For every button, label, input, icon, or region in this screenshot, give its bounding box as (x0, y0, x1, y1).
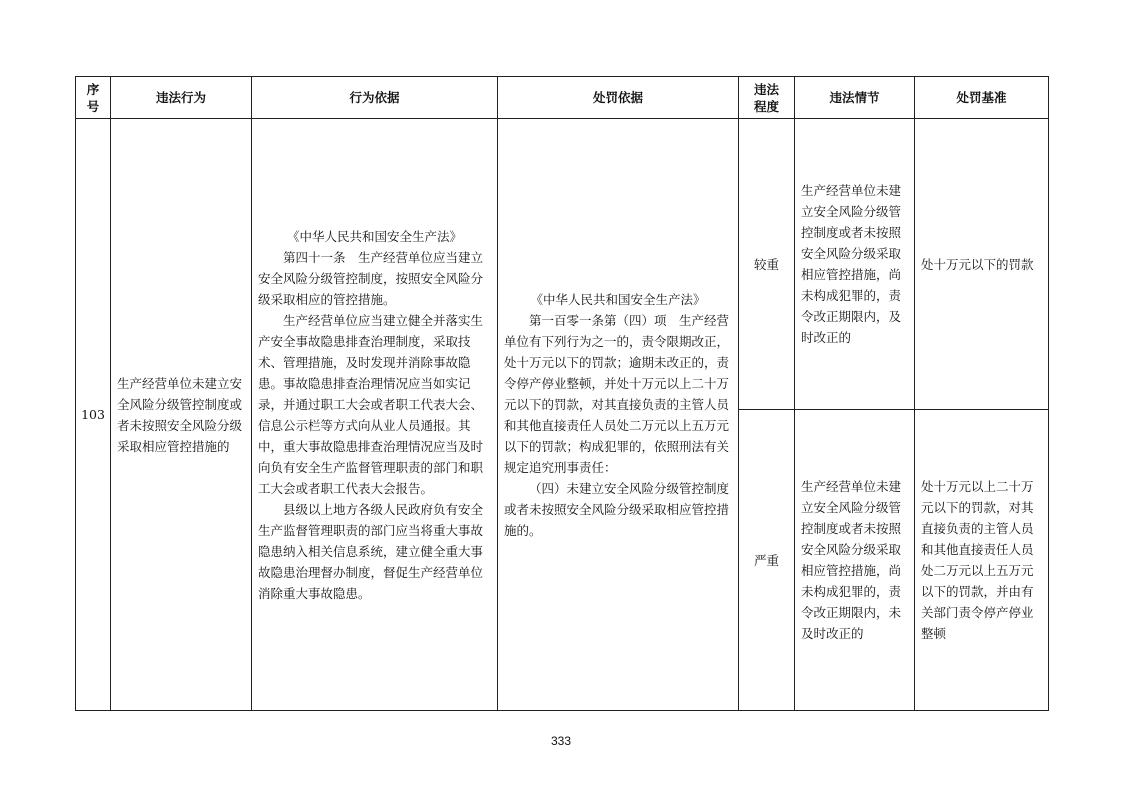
penalty-table (75, 76, 1049, 711)
standard-cell: 处十万元以下的罚款 (915, 119, 1049, 410)
circumstance-cell: 生产经营单位未建立安全风险分级管控制度或者未按照安全风险分级采取相应管控措施，尚未构成犯罪的，责令改正期限内，及时改正的 (795, 119, 915, 410)
header-degree: 违法 程度 (739, 77, 795, 119)
header-row (76, 77, 1049, 119)
standard-cell: 处十万元以上二十万元以下的罚款，对其直接负责的主管人员和其他直接责任人员处二万元以上五万元以下的罚款，并由有关部门责令停产停业整顿 (915, 410, 1049, 711)
basis-cell (252, 119, 498, 711)
basis-law-title: 《中华人民共和国安全生产法》 (286, 228, 462, 244)
violation-cell: 生产经营单位未建立安全风险分级管控制度或者未按照安全风险分级采取相应管控措施的 (111, 119, 252, 711)
header-seq: 序 号 (76, 77, 111, 119)
penalty-paragraph: 第一百零一条第（四）项 生产经营单位有下列行为之一的，责令限期改正，处十万元以下的罚款；逾期未改正的，责令停产停业整顿，并处十万元以上二十万元以下的罚款，对其直接负责的主管人员和其他直接责任人员处二万元以上五万元以下的罚款；构成犯罪的，依照刑法有关规定追究刑事责任： (504, 312, 730, 475)
header-basis: 行为依据 (252, 77, 498, 119)
penalty-paragraph: （四）未建立安全风险分级管控制度或者未按照安全风险分级采取相应管控措施的。 (504, 480, 730, 538)
header-circumstance: 违法情节 (795, 77, 915, 119)
degree-cell: 较重 (739, 119, 795, 410)
basis-paragraph: 第四十一条 生产经营单位应当建立安全风险分级管控制度，按照安全风险分级采取相应的管控措施。 (258, 249, 484, 307)
basis-paragraph: 生产经营单位应当建立健全并落实生产安全事故隐患排查治理制度，采取技术、管理措施，及时发现并消除事故隐患。事故隐患排查治理情况应当如实记录，并通过职工大会或者职工代表大会、信息公示栏等方式向从业人员通报。其中，重大事故隐患排查治理情况应当及时向负有安全生产监督管理职责的部门和职工大会或者职工代表大会报告。 (258, 312, 484, 496)
basis-paragraph: 县级以上地方各级人民政府负有安全生产监督管理职责的部门应当将重大事故隐患纳入相关信息系统，建立健全重大事故隐患治理督办制度，督促生产经营单位消除重大事故隐患。 (258, 501, 484, 601)
circumstance-cell: 生产经营单位未建立安全风险分级管控制度或者未按照安全风险分级采取相应管控措施，尚未构成犯罪的，责令改正期限内，未及时改正的 (795, 410, 915, 711)
header-penalty-basis: 处罚依据 (498, 77, 739, 119)
header-violation: 违法行为 (111, 77, 252, 119)
seq-cell: 103 (76, 119, 111, 711)
header-standard: 处罚基准 (915, 77, 1049, 119)
page-number: 333 (550, 734, 572, 748)
table-row (76, 119, 1049, 410)
degree-cell: 严重 (739, 410, 795, 711)
penalty-basis-cell (498, 119, 739, 711)
penalty-law-title: 《中华人民共和国安全生产法》 (530, 291, 706, 307)
